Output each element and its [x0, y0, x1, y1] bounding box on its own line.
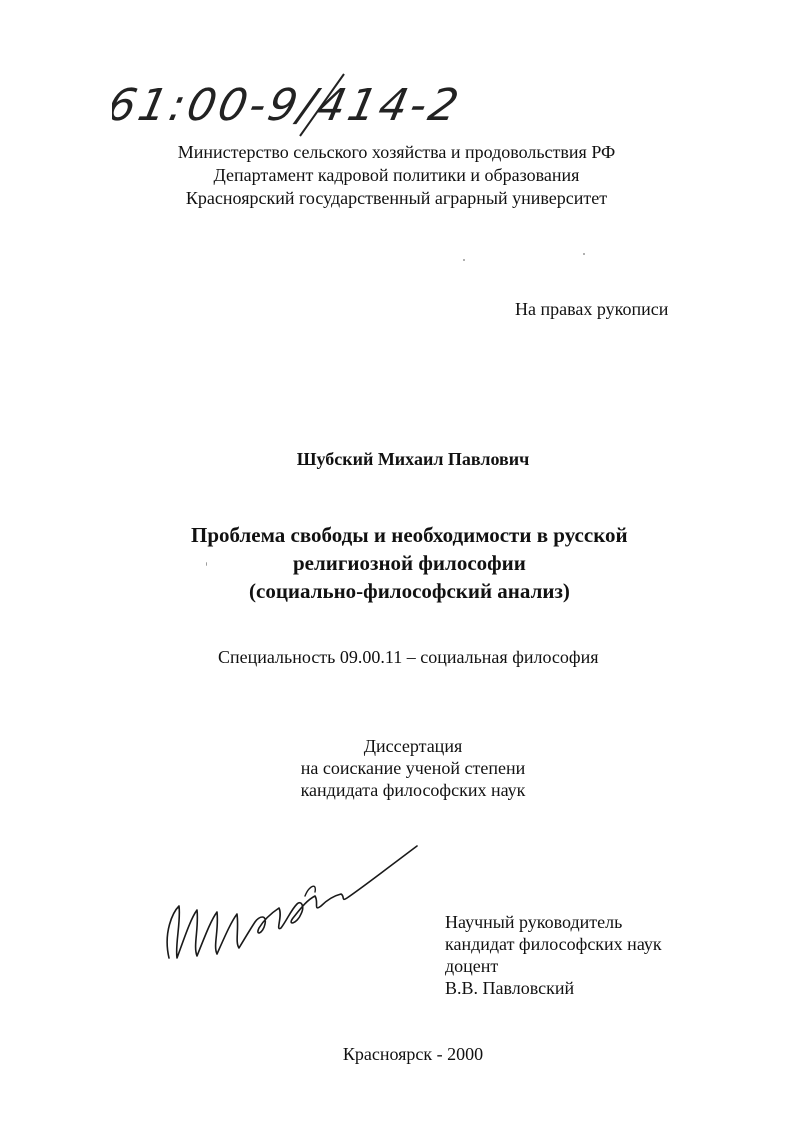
handwritten-code-drawing	[112, 68, 472, 138]
advisor-name: В.В. Павловский	[445, 978, 575, 998]
degree-line-2: на соискание ученой степени	[300, 758, 526, 778]
scientific-advisor	[445, 911, 662, 999]
signature-drawing	[155, 840, 425, 970]
scan-speck	[463, 259, 465, 261]
city-year: Красноярск - 2000	[342, 1044, 484, 1064]
advisor-degree: кандидат философских наук	[445, 934, 662, 954]
degree-statement	[0, 735, 793, 801]
handwritten-archive-code	[112, 68, 472, 138]
rights-note: На правах рукописи	[515, 299, 669, 319]
advisor-rank: доцент	[445, 956, 499, 976]
degree-line-1: Диссертация	[363, 736, 463, 756]
scan-speck	[206, 562, 207, 566]
organization-department: Департамент кадровой политики и образования	[213, 165, 580, 185]
specialty: Специальность 09.00.11 – социальная философия	[218, 647, 599, 667]
title-line-1: Проблема свободы и необходимости в русской	[191, 523, 628, 547]
advisor-role: Научный руководитель	[445, 912, 623, 932]
scan-speck	[583, 253, 585, 255]
organization-university: Красноярский государственный аграрный университет	[185, 188, 608, 208]
handwritten-code-text: 61:00-9/414-2	[112, 80, 466, 131]
organization-ministry: Министерство сельского хозяйства и продовольствия РФ	[177, 142, 616, 162]
degree-line-3: кандидата философских наук	[300, 780, 526, 800]
title-line-2: религиозной философии	[293, 551, 526, 575]
organization-header	[0, 141, 793, 210]
handwritten-signature	[155, 840, 425, 970]
author-name: Шубский Михаил Павлович	[296, 449, 530, 469]
title-line-3: (социально-философский анализ)	[249, 579, 570, 603]
